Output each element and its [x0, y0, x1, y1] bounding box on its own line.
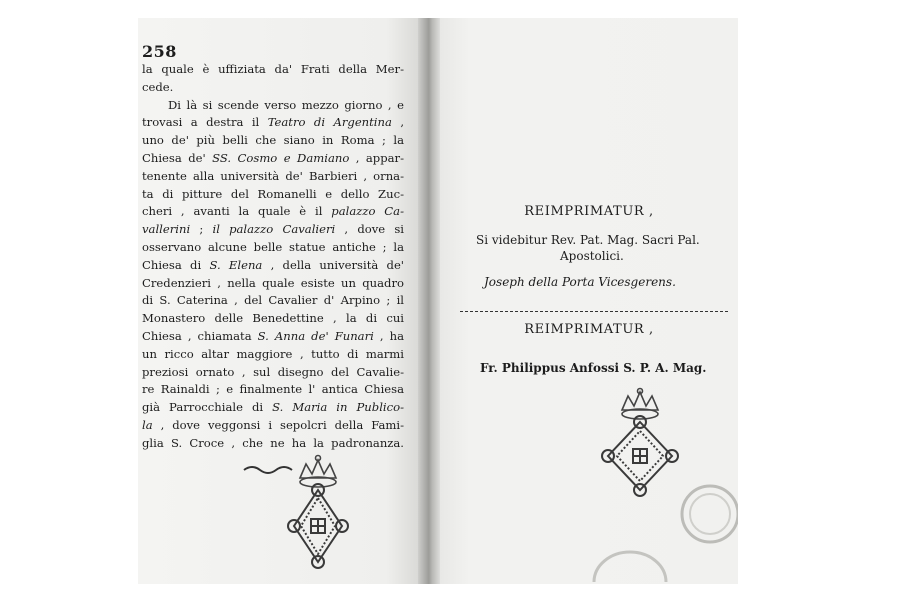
right-page — [440, 18, 738, 584]
text-run: glia S. Croce , che ne ha la padronanza. — [142, 435, 404, 450]
text-run: già Parrocchiale di — [142, 400, 273, 415]
seal-stamp-left — [238, 450, 358, 584]
faded-round-stamp — [590, 544, 670, 584]
italic-run: la — [142, 417, 153, 432]
permit-line-2: Apostolici. — [560, 249, 624, 263]
text-run: Chiesa de' — [142, 150, 213, 165]
italic-run: S. Elena — [209, 257, 263, 272]
left-page — [138, 18, 420, 584]
text-run: osservano alcune belle statue antiche ; la — [142, 239, 404, 254]
text-run: Chiesa di — [142, 257, 210, 272]
reimprimatur-heading-1: REIMPRIMATUR , — [524, 204, 654, 219]
paragraph — [142, 97, 404, 453]
text-line — [142, 186, 404, 204]
text-line — [142, 399, 404, 417]
signature-1: Joseph della Porta Vicesgerens. — [484, 275, 676, 289]
text-line — [142, 221, 404, 239]
book-gutter — [418, 18, 442, 584]
text-line — [142, 346, 404, 364]
text-line — [142, 168, 404, 186]
italic-run: SS. Cosmo e Damiano — [212, 150, 350, 165]
text-run: ta di pitture del Romanelli e dello Zuc- — [142, 186, 404, 201]
italic-run: S. Maria in Publico- — [272, 400, 404, 415]
text-line: cede. — [142, 79, 174, 94]
text-line — [142, 292, 404, 310]
text-line — [142, 132, 404, 150]
signature-2: Fr. Philippus Anfossi S. P. A. Mag. — [480, 361, 707, 375]
text-run: re Rainaldi ; e finalmente l' antica Chiesa — [142, 382, 404, 397]
text-line — [142, 275, 404, 293]
permit-line-1: Si videbitur Rev. Pat. Mag. Sacri Pal. — [476, 233, 700, 247]
text-run: preziosi ornato , sul disegno del Cavalie- — [142, 364, 404, 379]
text-run: trovasi a destra il — [142, 115, 268, 130]
text-run: uno de' più belli che siano in Roma ; la — [142, 133, 404, 148]
italic-run: vallerini — [142, 222, 191, 237]
italic-run: S. Anna de' Funari — [257, 328, 374, 343]
text-run: di S. Caterina , del Cavalier d' Arpino ; il — [142, 293, 404, 308]
text-line — [142, 257, 404, 275]
text-line — [142, 203, 404, 221]
italic-run: il palazzo Cavalieri — [212, 222, 336, 237]
text-run: un ricco altar maggiore , tutto di marmi — [142, 346, 404, 361]
text-run: , dove veggonsi i sepolcri della Fami- — [152, 417, 404, 432]
page-number: 258 — [142, 42, 177, 61]
reimprimatur-heading-2: REIMPRIMATUR , — [524, 322, 654, 337]
italic-run: palazzo Ca- — [331, 204, 404, 219]
text-line — [142, 364, 404, 382]
text-line — [142, 310, 404, 328]
faded-round-stamp — [676, 480, 738, 550]
text-run: cheri , avanti la quale è il — [142, 204, 332, 219]
book-spread — [138, 18, 738, 584]
text-run: tenente alla università de' Barbieri , orna- — [142, 168, 404, 183]
text-run: , ha — [373, 328, 404, 343]
left-page-text — [142, 61, 404, 453]
text-line — [142, 150, 404, 168]
text-line — [142, 239, 404, 257]
text-run: Chiesa , chiamata — [142, 328, 258, 343]
text-line — [142, 417, 404, 435]
text-run: , appar- — [349, 150, 405, 165]
text-run: Di là si scende verso mezzo giorno , e — [168, 97, 404, 112]
italic-run: Teatro di Argentina — [267, 115, 392, 130]
text-run: , dove si — [335, 222, 404, 237]
divider-rule — [460, 311, 728, 312]
text-run: Credenzieri , nella quale esiste un quadro — [142, 275, 404, 290]
text-run: ; — [190, 222, 213, 237]
text-run: , della università de' — [262, 257, 404, 272]
text-line — [142, 381, 404, 399]
text-line — [142, 97, 404, 115]
text-line — [142, 328, 404, 346]
text-run: , — [391, 115, 405, 130]
text-run: Monastero delle Benedettine , la di cui — [142, 311, 404, 326]
text-line: la quale è uffiziata da' Frati della Mer- — [142, 62, 404, 76]
text-line — [142, 114, 404, 132]
